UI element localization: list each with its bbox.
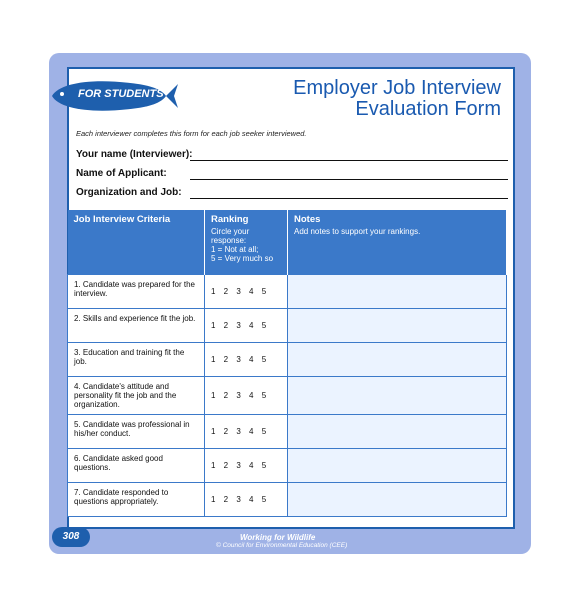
organization-label: Organization and Job: bbox=[76, 187, 182, 198]
footer-series-title: Working for Wildlife bbox=[240, 533, 316, 542]
ranking-header bbox=[205, 210, 288, 275]
notes-cell[interactable] bbox=[288, 377, 507, 415]
page-number-badge: 308 bbox=[52, 527, 90, 547]
applicant-label: Name of Applicant: bbox=[76, 168, 167, 179]
table-row bbox=[68, 275, 507, 309]
organization-field[interactable] bbox=[76, 187, 508, 201]
ranking-note-3: 1 = Not at all; bbox=[211, 245, 259, 254]
intro-text: Each interviewer completes this form for each job seeker interviewed. bbox=[76, 129, 307, 138]
ranking-note-2: response: bbox=[211, 236, 247, 245]
criteria-cell: 7. Candidate responded to questions appropriately. bbox=[68, 483, 205, 517]
notes-header-text: Notes bbox=[294, 214, 321, 225]
ranking-cell[interactable]: 1 2 3 4 5 bbox=[205, 483, 288, 517]
page-title-line1: Employer Job Interview bbox=[293, 77, 501, 99]
table-header-row bbox=[68, 210, 507, 275]
criteria-cell: 5. Candidate was professional in his/her conduct. bbox=[68, 415, 205, 449]
ranking-cell[interactable]: 1 2 3 4 5 bbox=[205, 275, 288, 309]
notes-cell[interactable] bbox=[288, 449, 507, 483]
ranking-cell[interactable]: 1 2 3 4 5 bbox=[205, 415, 288, 449]
organization-line[interactable] bbox=[190, 198, 508, 199]
ranking-cell[interactable]: 1 2 3 4 5 bbox=[205, 343, 288, 377]
ranking-cell[interactable]: 1 2 3 4 5 bbox=[205, 377, 288, 415]
table-row bbox=[68, 483, 507, 517]
notes-header bbox=[288, 210, 507, 275]
criteria-cell: 2. Skills and experience fit the job. bbox=[68, 309, 205, 343]
table-row bbox=[68, 309, 507, 343]
criteria-cell: 1. Candidate was prepared for the interview. bbox=[68, 275, 205, 309]
ranking-cell[interactable]: 1 2 3 4 5 bbox=[205, 309, 288, 343]
criteria-cell: 4. Candidate's attitude and personality fit the job and the organization. bbox=[68, 377, 205, 415]
ranking-note-1: Circle your bbox=[211, 227, 250, 236]
for-students-label: FOR STUDENTS bbox=[78, 88, 164, 100]
criteria-cell: 6. Candidate asked good questions. bbox=[68, 449, 205, 483]
notes-header-note: Add notes to support your rankings. bbox=[294, 227, 421, 236]
applicant-line[interactable] bbox=[190, 179, 508, 180]
ranking-note-4: 5 = Very much so bbox=[211, 254, 274, 263]
criteria-header-text: Job Interview Criteria bbox=[73, 214, 171, 225]
notes-cell[interactable] bbox=[288, 483, 507, 517]
ranking-cell[interactable]: 1 2 3 4 5 bbox=[205, 449, 288, 483]
page-title-line2: Evaluation Form bbox=[355, 98, 501, 120]
notes-cell[interactable] bbox=[288, 309, 507, 343]
interviewer-field[interactable] bbox=[76, 149, 508, 163]
notes-cell[interactable] bbox=[288, 343, 507, 377]
interviewer-line[interactable] bbox=[190, 160, 508, 161]
table-row bbox=[68, 449, 507, 483]
criteria-header bbox=[68, 210, 205, 275]
footer-copyright: © Council for Environmental Education (CEE) bbox=[216, 542, 348, 549]
applicant-field[interactable] bbox=[76, 168, 508, 182]
notes-cell[interactable] bbox=[288, 275, 507, 309]
table-row bbox=[68, 415, 507, 449]
table-row bbox=[68, 343, 507, 377]
evaluation-table bbox=[67, 210, 507, 517]
interviewer-label: Your name (Interviewer): bbox=[76, 149, 193, 160]
ranking-header-text: Ranking bbox=[211, 214, 249, 225]
criteria-cell: 3. Education and training fit the job. bbox=[68, 343, 205, 377]
notes-cell[interactable] bbox=[288, 415, 507, 449]
table-row bbox=[68, 377, 507, 415]
